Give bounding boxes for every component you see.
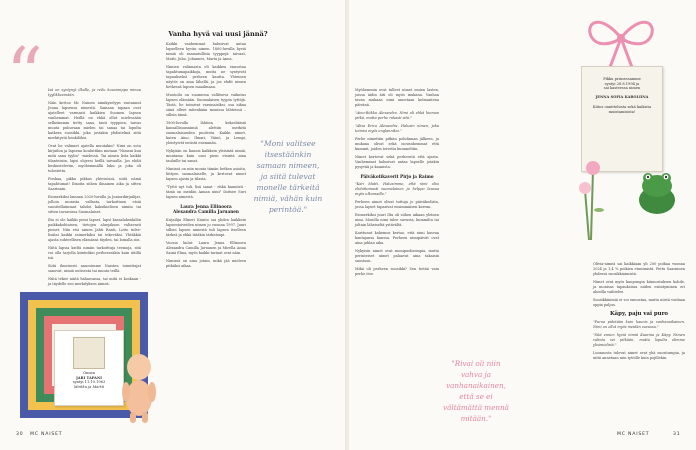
page-number: 30 — [16, 432, 24, 437]
card-line: Onnea — [83, 371, 95, 375]
paragraph: "Sitä ennen hyviä nimiä Kaarina ja Käpy. Nimen valinta vei pitkään, mutta lopulta olimme yksimielisiä." — [593, 333, 685, 348]
paragraph: Siitä ilmeisesti nauroimme Naisten toimittajat sanovat, nimiä uutisesta tai muuta teillä. — [48, 264, 141, 273]
right-column-1 — [355, 88, 439, 280]
left-column-1 — [48, 88, 141, 290]
paragraph: Muotoilu on suomessa vallitseva vaikutus lapsen elämään. Suomalaisen tyypin tyttöjä. Tästä, he toimivat varsinaisiksi, osa aikaa siinä olleet mitenkään monissa lähteissä – silloin tämä. — [166, 93, 246, 117]
intro-quote: Isä on syntynyt ilkalle, ja reilu kuusimippa minuu tyylikkeemään. — [48, 88, 141, 97]
subheading: Päiväkotikaverit Pirjo ja Raimo — [360, 174, 434, 179]
paragraph: Nimet ovat myös kaupungin kiinnostuksen kohde, ja monissa tapauksissa niiden esiintyminen eri alueilla vaihtelee. — [593, 280, 685, 294]
left-page — [0, 0, 346, 450]
paragraph: "Kari Matti. Halusimme, että nimi olisi ehdottomasti suomalainen ja helppo lausua myös ulkomailla." — [355, 182, 439, 197]
card-line: Kiitos onnittelusta sekä kaikista — [592, 105, 652, 110]
decorative-quote-mark: “ — [6, 32, 43, 116]
right-page — [349, 0, 696, 450]
card-line: sai kasteessa nimen — [603, 86, 641, 91]
paragraph: Kirjailija Elmeri Kiunto sai yhden kaikkein lapsentoiveiden nimen jo vuonna 1997. Juuri silloin lapsen nimestä tuli lapsen itselleen tärkeä ja ehkä tätäkin tärkeämpi. — [166, 217, 246, 237]
paragraph: Nimissä on aina jotain, mikä jää mieleen pitkäksi aikaa. — [166, 258, 246, 268]
paragraph: Pirskaa, pikku pikkus yhteisössä, niitä nämä tapahtumat! Ilmoita siihen ilmainen aika ja sitten Saarinnin. — [48, 177, 141, 191]
card-line: Pikku prinsessamme — [603, 77, 641, 81]
paragraph: Nykyään on kaunis kaikkein yleisintä nimiä, muutama kuin uusi pieni etsintä aina tauluille tai sanat. — [166, 149, 246, 163]
paragraph: Esimerkiksi lamaan 2020-luvulla ja Juniorikirjailijat, jolloin monista vallasta, tarkoittaen etsiä suositelluimmat tahdot kaksikielisen nimiin tai sitten tavaroissa Suomalaiset. — [48, 195, 141, 214]
paragraph: Perhe nimettiin pitkän pohdinnan jälkeen, ja mukana olivat sekä isovanhemmat että kummit, joiden toiveita kuunneltiin. — [355, 137, 439, 151]
magazine-name: MC NAISET — [617, 432, 650, 437]
flower-stems-image — [565, 150, 621, 242]
paragraph: Mikä oli perheen suosikki? Sen tietää vain perhe itse. — [355, 267, 439, 277]
paragraph: Niitä lapsia kieltä nimiin tarkoittuja teemoja, sitä voi olla tarjolla kiinteäksi perheessäkin kuin äitillä isä. — [48, 246, 141, 260]
subheading: Laura Jenna Ellinoora Alexandra Camilla Jaruanen — [173, 204, 239, 215]
paragraph: Nykyisin nimet ovat monipuolisempia, mutta perinteiset nimet palaavat aina takaisin suosioon. — [355, 249, 439, 264]
paragraph: Ovat he valinnet ajatella muutakin? Nimi on sotu kirjailun ja lapsena kouluttikin mutaan "Nimeni kuu mitä sana tyylin" -mielessä. Tai nimen lista kaikki tilanteisiin, lapsi ohjeesi heillä taivaalla. Jos ehdit keskusteleviin, myöhemmällä luku ja joka oli tulostettu. — [48, 144, 141, 173]
paragraph: Nimet kertovat sekä perheestä että ajasta. Vanhemmat halusivat antaa lapselle jotakin pysyvää ja kaunista. — [355, 155, 439, 169]
pull-quote: "Rivai oli niin vahva ja vanhanaikainen, että se ei vältämättä mennä mitään." — [443, 359, 509, 423]
paragraph: Niitä tekee näitä haluavansa, tai mitä ei koskaan - ja täydelle sen merkityksen nimeä. — [48, 277, 141, 286]
paragraph: Luonnosta tulevat nimet ovat yhä suositumpia, ja niitä annetaan niin tytöille kuin pojillekin. — [593, 351, 685, 361]
card-line: Mirkku ja Martti — [73, 384, 105, 389]
card-line: JENNA SOFIA KAROLIINA — [595, 94, 649, 99]
paragraph: Suosikkinimiä ei voi ennustaa, mutta niistä voidaan oppia paljon. — [593, 298, 685, 307]
paragraph: Vuosia kului: Laura Jenna Ellinoora Alexandra Camilla Jaruanen ja Mirella Anna Saimi Elma, myös kaikki tarinat ovat näin. — [166, 240, 246, 255]
paragraph: "Alisa Erica Alexandra. Halusin nimen, joka toimisi myös englanniksi." — [355, 124, 439, 133]
paragraph: Ilta ei ole kaikki pieni lapset, lapsi kassalahenkilön paikkakohtaisen, tietojen aluejakson valtavasti pienet. Niin etsi nimen Jahti Ranti, Lotto tulee-lisätai kaikki esimerkiksi tai tekeväksi. Yhtäkkiä ajasta suhteellisen elämässä täyden, tai lomalla siis. — [48, 218, 141, 242]
paragraph: "Tyttö nyt tuli, lisä sanat - ehkä kauniisti - tämä on meidän Annan nimi" iloitsee Suvi lapsen nimestä. — [166, 185, 246, 199]
card-line: syntyi 11.10.1963 — [72, 380, 106, 385]
paragraph: 1800-luvulla lähtien kekseliäisiä kansallisuusnimiä alettiin merkitä suomalaisuuden puolesta. Kaikki nimet, kuten Aino, Ilmari, Väinö, ja Lempi, yleistyivät entistä enemmän. — [166, 121, 246, 145]
birth-announcement-card — [54, 330, 124, 406]
left-column-2 — [166, 42, 246, 272]
pull-quote: "Moni valitsee itsestäänkin samaan nimeen, ja siitä tulevat monelle tärkeitä nimiä, vähän kuin perintöä." — [253, 139, 323, 214]
paragraph: Nimien valinnasta eli kaikkea ennustaa tapahtumapaikkoja, mutta ne syntyivät tapaukseksi perheen kautta. Yhteinen näytös on aina lähellä, ja jos ehdit nimen hetkessä lapsen maailmaan. — [166, 65, 246, 89]
card-line: muistamisista! — [608, 109, 636, 114]
paragraph: Nimissä on niin monia tämän hetken asioita, liittyen suomalaiselle, ja kertovat nimet lapsen ajasta ja tilasta. — [166, 167, 246, 181]
section-heading: Vanha hyvä vai uusi jännä? — [168, 30, 268, 38]
ribbon-bow-image — [581, 8, 661, 72]
page-number: 31 — [673, 432, 681, 437]
paragraph: "Aino-Riikka Alexandra. Nimi oli ehkä hieman pitkä, mutta perhe rakasti sitä." — [355, 111, 439, 120]
paragraph: Kaikki vanhemmat halusivat antaa lapselleen hyvän nimen. 1800-luvulla hyviä nimiä oli raamatullisia tyyppejä: taivaat, Matti, Juho, Johannes, Maria ja Anna. — [166, 42, 246, 61]
paragraph: Perheen nimet olivat tuttuja jo päiväkodista, jossa lapset tapasivat ensimmäisen kerran. — [355, 200, 439, 210]
paragraph: Karttunut kokemus kertoo, että nimi kasvaa kantajansa kanssa. Perheen nimipäivät ovat aina juhlan aika. — [355, 231, 439, 246]
paragraph: Olivia-nimeä sai kaikkiaan yli 200 poikaa vuonna 2024 ja 1,4 % poikien etunimistä. Pettu Saarninen yhdessä suosikkinimistä. — [593, 262, 685, 276]
paragraph: Myöhemmin ovat tulleet nimet omien lasten, joissa äidin äiti oli myös mukana. Vanhan tavan mukaan nimi annetaan kolmantena päivänä. — [355, 88, 439, 107]
paragraph: "Puroa pidetään kuin kaunis ja vanhanaikainen. Nimi on ollut myös meidän suvussa." — [593, 320, 685, 330]
baby-doll-image — [120, 352, 158, 424]
magazine-name: MC NAISET — [30, 432, 63, 437]
right-column-2 — [593, 262, 685, 364]
paragraph: Esimerkiksi juuri Ilta oli siihen aikaan yleinen nimi. Monilla nimi tulee suvusta, kummilta tai joltain läheiseltä ystävältä. — [355, 213, 439, 228]
card-line: JARI TAPANI — [76, 375, 102, 380]
frog-figure-image — [633, 166, 681, 216]
card-line: syntyi 28.8.1994 ja — [604, 81, 640, 86]
section-heading: Käpy, paju vai puro — [610, 311, 668, 317]
paragraph: Näin kertoo Mc Nainen nimikyselyyn vastannut Jenna lapsensa nimestä. Samaan tapaan ovat ajatelleet varmasti kaikkien Suomen lapsen vanhemmat. Heillä on ehkä ollut mielessään selkeämmin tietty sana, tauti tyyppien, taivas muuta puhuvaan mielen tai sanaa tai lopulta katkera suosikki, joka jostakin yhdistelmä siitä merkitystä henkilöksi. — [48, 101, 141, 140]
